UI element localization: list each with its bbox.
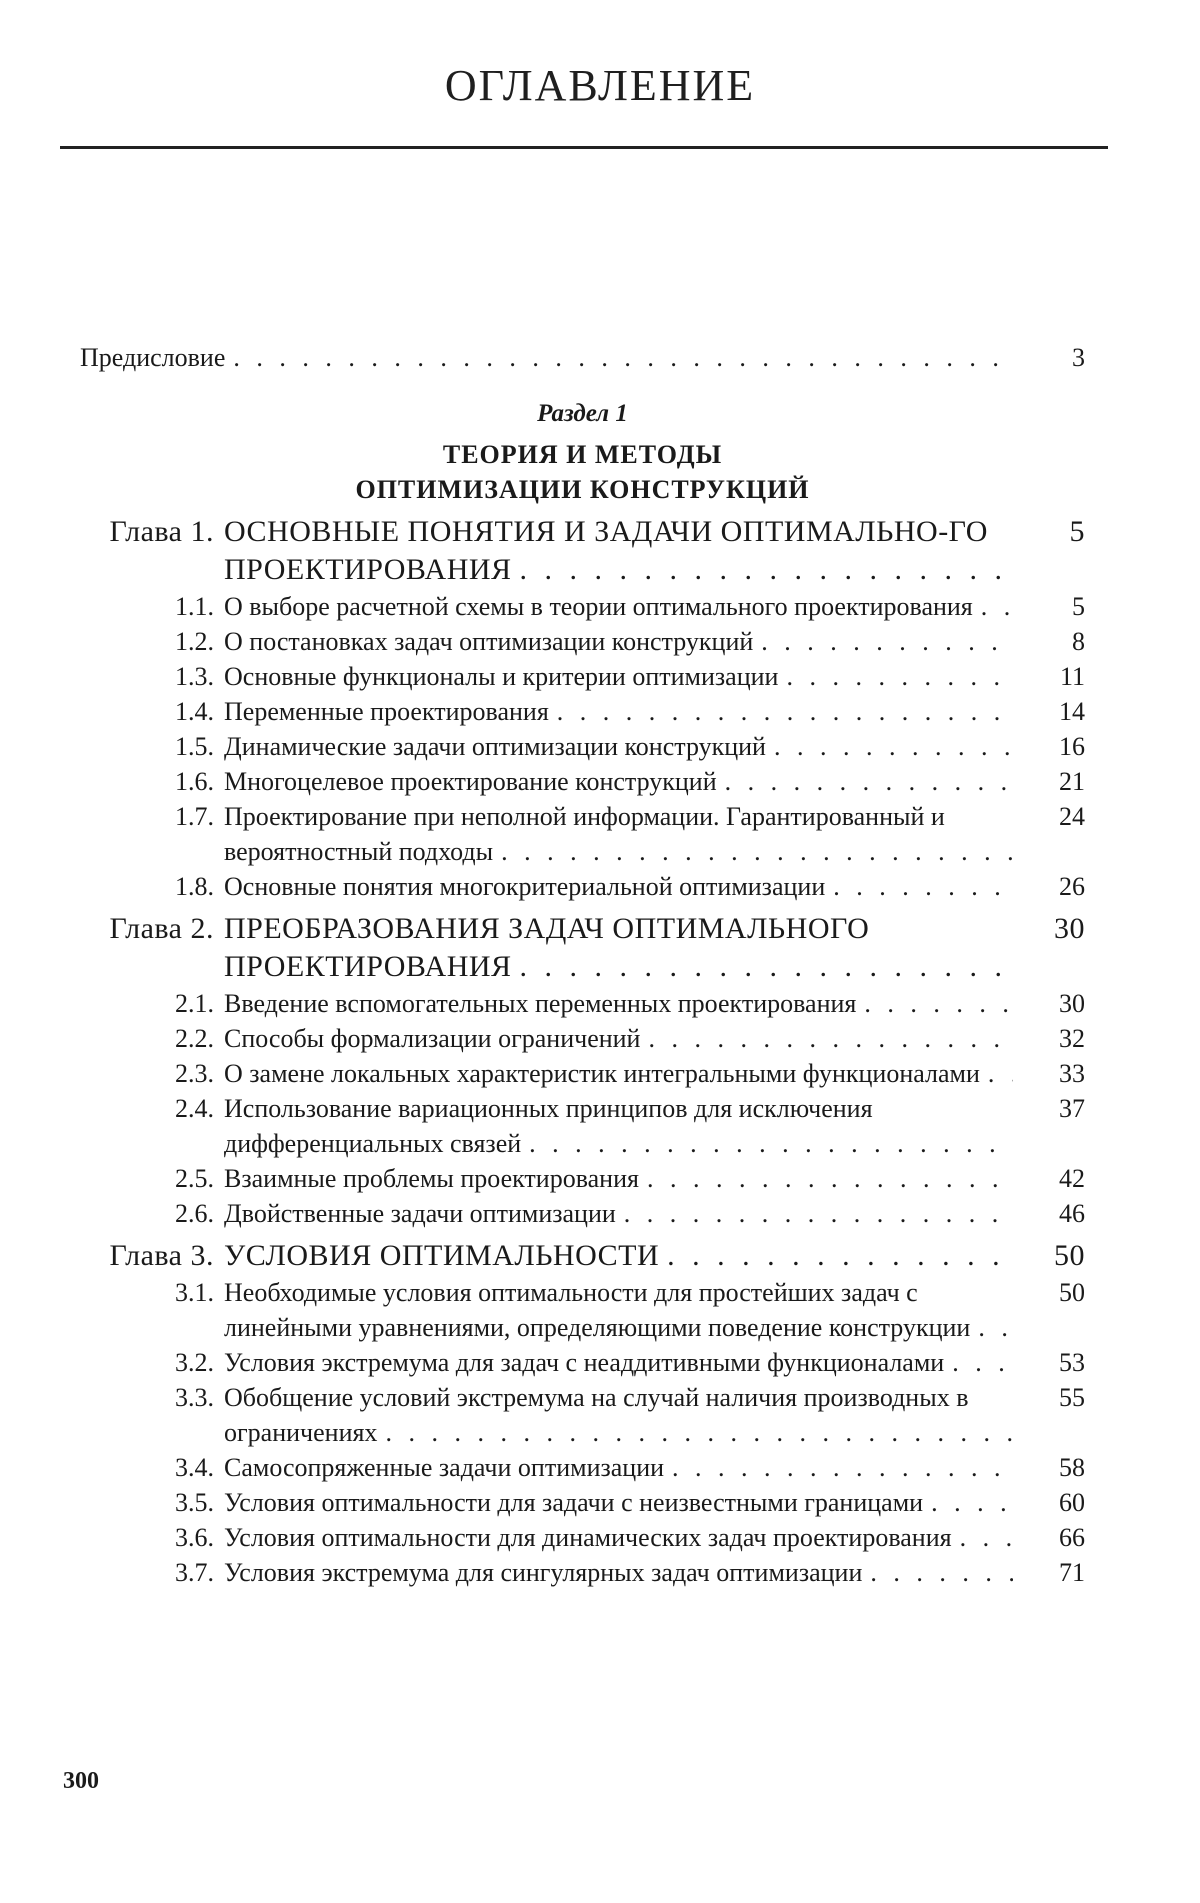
toc-item-number: 1.2. <box>175 627 214 656</box>
toc-item-number: 1.7. <box>175 802 214 831</box>
toc-item[interactable] <box>80 764 1085 799</box>
toc-item-title: Обобщение условий экстремума на случай наличия производных в ограничениях . . . <box>224 1380 1013 1450</box>
toc-item-page: 26 <box>1059 872 1085 901</box>
header-rule <box>60 146 1108 149</box>
toc-item-title: Условия оптимальности для динамических задач проектирования . . . <box>224 1520 1013 1555</box>
toc-entry-title: Предисловие . . . <box>80 340 1013 375</box>
toc-item-page: 30 <box>1059 989 1085 1018</box>
toc-item-number: 1.5. <box>175 732 214 761</box>
toc-item-number: 2.5. <box>175 1164 214 1193</box>
toc-item-page: 55 <box>1059 1383 1085 1412</box>
toc-item-page: 24 <box>1059 802 1085 831</box>
toc-item[interactable] <box>80 1450 1085 1485</box>
toc-item[interactable] <box>80 986 1085 1021</box>
toc-item-title: Необходимые условия оптимальности для простейших задач с линейными уравнениями, определяющими поведение конструкции . . . <box>224 1275 1013 1345</box>
toc-item-title: Двойственные задачи оптимизации . . . <box>224 1196 1013 1231</box>
toc-item-title: Проектирование при неполной информации. Гарантированный и вероятностный подходы . . . <box>224 799 1013 869</box>
toc-item-title: Введение вспомогательных переменных проектирования . . . <box>224 986 1013 1021</box>
toc-item-number: 2.2. <box>175 1024 214 1053</box>
toc-item-page: 71 <box>1059 1558 1085 1587</box>
toc-item-title: Основные понятия многокритериальной оптимизации . . . <box>224 869 1013 904</box>
toc-item-title: Самосопряженные задачи оптимизации . . . <box>224 1450 1013 1485</box>
chapter-title: УСЛОВИЯ ОПТИМАЛЬНОСТИ . . . <box>224 1237 1013 1275</box>
toc-item-number: 3.5. <box>175 1488 214 1517</box>
toc-item[interactable] <box>80 1021 1085 1056</box>
toc-item-title: Динамические задачи оптимизации конструкций . . . <box>224 729 1013 764</box>
toc-item-number: 2.6. <box>175 1199 214 1228</box>
chapter-title: ОСНОВНЫЕ ПОНЯТИЯ И ЗАДАЧИ ОПТИМАЛЬНО-ГО ПРОЕКТИРОВАНИЯ . . . <box>224 513 1013 589</box>
toc-entry-preface[interactable] <box>80 340 1085 375</box>
toc-item-number: 1.6. <box>175 767 214 796</box>
toc-item[interactable] <box>80 729 1085 764</box>
toc-item[interactable] <box>80 1196 1085 1231</box>
toc-item-title: Условия оптимальности для задачи с неизвестными границами . . . <box>224 1485 1013 1520</box>
toc-item[interactable] <box>80 1091 1085 1161</box>
toc-item-number: 1.8. <box>175 872 214 901</box>
toc-item-number: 3.6. <box>175 1523 214 1552</box>
toc-item-page: 8 <box>1072 627 1085 656</box>
toc-item-page: 53 <box>1059 1348 1085 1377</box>
toc-item-title: О выборе расчетной схемы в теории оптимального проектирования . . . <box>224 589 1013 624</box>
chapter-entry[interactable] <box>80 910 1085 986</box>
toc-item-number: 2.3. <box>175 1059 214 1088</box>
chapter-number: Глава 1. <box>109 515 214 548</box>
section-title-line-2: ОПТИМИЗАЦИИ КОНСТРУКЦИЙ <box>355 475 810 504</box>
toc-item-title: Переменные проектирования . . . <box>224 694 1013 729</box>
toc-entry-page: 3 <box>1072 343 1085 372</box>
toc-item[interactable] <box>80 1056 1085 1091</box>
toc-item-page: 33 <box>1059 1059 1085 1088</box>
toc-item-title: Способы формализации ограничений . . . <box>224 1021 1013 1056</box>
chapter-list <box>80 513 1085 1590</box>
section-title-line-1: ТЕОРИЯ И МЕТОДЫ <box>442 440 723 469</box>
toc-item[interactable] <box>80 869 1085 904</box>
toc-item-page: 58 <box>1059 1453 1085 1482</box>
toc-item-number: 1.3. <box>175 662 214 691</box>
toc-item-number: 1.4. <box>175 697 214 726</box>
toc-item[interactable] <box>80 1275 1085 1345</box>
toc-item[interactable] <box>80 624 1085 659</box>
toc-item-page: 46 <box>1059 1199 1085 1228</box>
toc-item-title: Многоцелевое проектирование конструкций . . . <box>224 764 1013 799</box>
toc-item-number: 3.7. <box>175 1558 214 1587</box>
toc-item-title: Условия экстремума для сингулярных задач оптимизации . . . <box>224 1555 1013 1590</box>
toc-item[interactable] <box>80 694 1085 729</box>
chapter-entry[interactable] <box>80 513 1085 589</box>
chapter-page: 30 <box>1054 912 1085 945</box>
toc-item-number: 3.3. <box>175 1383 214 1412</box>
toc-item-page: 50 <box>1059 1278 1085 1307</box>
toc-item-number: 2.1. <box>175 989 214 1018</box>
toc-item[interactable] <box>80 1345 1085 1380</box>
toc-item[interactable] <box>80 659 1085 694</box>
chapter-number: Глава 2. <box>109 912 214 945</box>
toc-item-page: 21 <box>1059 767 1085 796</box>
toc-item-title: Основные функционалы и критерии оптимизации . . . <box>224 659 1013 694</box>
toc <box>80 340 1085 1590</box>
toc-item[interactable] <box>80 1555 1085 1590</box>
toc-item[interactable] <box>80 799 1085 869</box>
toc-item-number: 1.1. <box>175 592 214 621</box>
toc-item[interactable] <box>80 1520 1085 1555</box>
toc-item-title: Условия экстремума для задач с неаддитивными функционалами . . . <box>224 1345 1013 1380</box>
toc-item-number: 3.1. <box>175 1278 214 1307</box>
toc-item-number: 2.4. <box>175 1094 214 1123</box>
toc-item-title: Взаимные проблемы проектирования . . . <box>224 1161 1013 1196</box>
chapter-number: Глава 3. <box>109 1239 214 1272</box>
toc-item[interactable] <box>80 589 1085 624</box>
toc-item-page: 42 <box>1059 1164 1085 1193</box>
toc-item-number: 3.2. <box>175 1348 214 1377</box>
chapter-page: 5 <box>1069 515 1085 548</box>
page-number: 300 <box>63 1768 99 1794</box>
toc-item[interactable] <box>80 1485 1085 1520</box>
section-label: Раздел 1 <box>537 400 628 427</box>
toc-item-page: 37 <box>1059 1094 1085 1123</box>
toc-item-title: О постановках задач оптимизации конструкций . . . <box>224 624 1013 659</box>
toc-item-page: 32 <box>1059 1024 1085 1053</box>
toc-item-page: 11 <box>1059 662 1085 691</box>
toc-item-page: 5 <box>1072 592 1085 621</box>
chapter-entry[interactable] <box>80 1237 1085 1275</box>
toc-item-title: Использование вариационных принципов для исключения дифференциальных связей . . . <box>224 1091 1013 1161</box>
toc-item[interactable] <box>80 1161 1085 1196</box>
toc-item-page: 14 <box>1059 697 1085 726</box>
toc-item-number: 3.4. <box>175 1453 214 1482</box>
toc-item-page: 66 <box>1059 1523 1085 1552</box>
toc-item-page: 16 <box>1059 732 1085 761</box>
page-title: ОГЛАВЛЕНИЕ <box>444 61 756 110</box>
chapter-page: 50 <box>1054 1239 1085 1272</box>
toc-item-title: О замене локальных характеристик интегральными функционалами . . . <box>224 1056 1013 1091</box>
toc-item-page: 60 <box>1059 1488 1085 1517</box>
toc-item[interactable] <box>80 1380 1085 1450</box>
chapter-title: ПРЕОБРАЗОВАНИЯ ЗАДАЧ ОПТИМАЛЬНОГО ПРОЕКТИРОВАНИЯ . . . <box>224 910 1013 986</box>
